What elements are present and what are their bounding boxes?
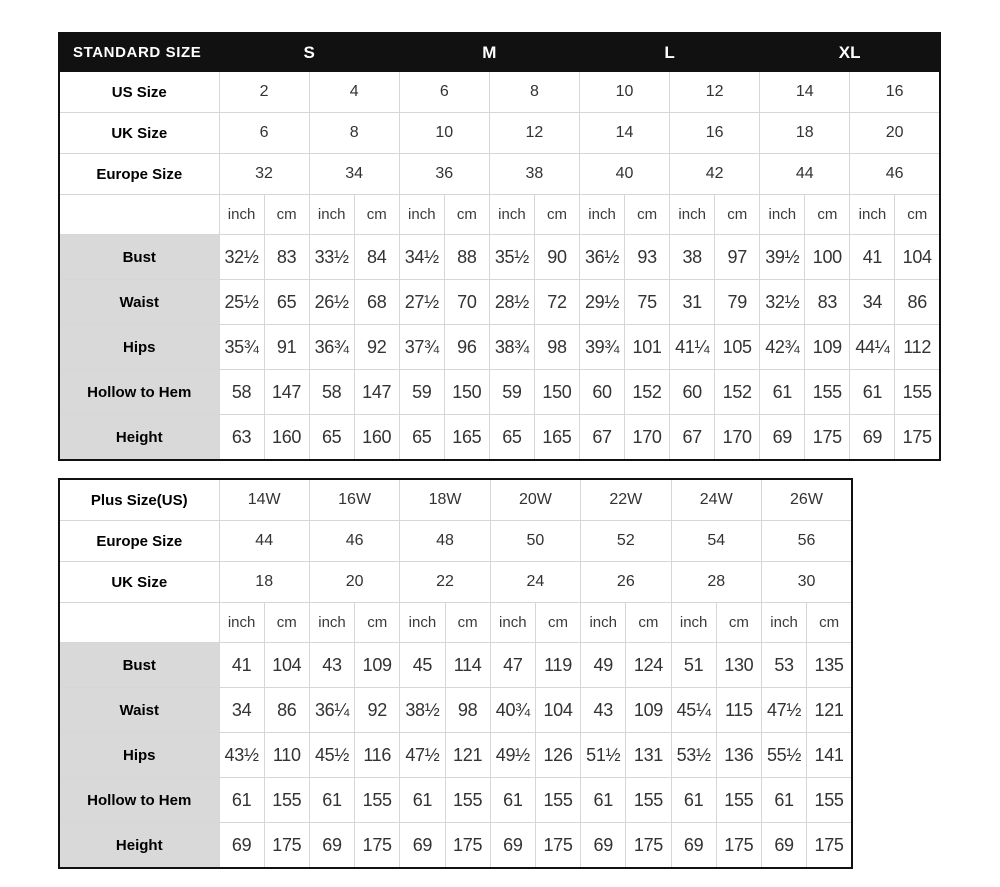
measurement-value: 61 bbox=[309, 778, 354, 823]
size-value: 24W bbox=[671, 479, 761, 521]
measurement-value: 101 bbox=[625, 325, 670, 370]
size-value: 2 bbox=[219, 72, 309, 113]
size-value: 34 bbox=[309, 154, 399, 195]
measurement-value: 160 bbox=[354, 415, 399, 461]
row-label: Hollow to Hem bbox=[59, 370, 219, 415]
size-value: 44 bbox=[760, 154, 850, 195]
measurement-value: 55½ bbox=[761, 733, 806, 778]
unit-row-spacer bbox=[59, 195, 219, 235]
measurement-value: 47 bbox=[490, 643, 535, 688]
size-group-xl: XL bbox=[760, 33, 940, 72]
measurement-value: 32½ bbox=[760, 280, 805, 325]
measurement-value: 69 bbox=[490, 823, 535, 869]
cm-unit-label: cm bbox=[626, 603, 671, 643]
inch-unit-label: inch bbox=[309, 195, 354, 235]
row-label: Bust bbox=[59, 235, 219, 280]
size-value: 10 bbox=[580, 72, 670, 113]
measurement-value: 84 bbox=[354, 235, 399, 280]
measurement-value: 47½ bbox=[400, 733, 445, 778]
measurement-value: 114 bbox=[445, 643, 490, 688]
size-value: 18 bbox=[219, 562, 309, 603]
size-value: 54 bbox=[671, 521, 761, 562]
row-label: Bust bbox=[59, 643, 219, 688]
measurement-value: 29½ bbox=[580, 280, 625, 325]
measurement-value: 69 bbox=[309, 823, 354, 869]
cm-unit-label: cm bbox=[807, 603, 852, 643]
measurement-value: 152 bbox=[625, 370, 670, 415]
measurement-value: 58 bbox=[219, 370, 264, 415]
size-row-europe-size bbox=[59, 154, 940, 195]
size-group-l: L bbox=[580, 33, 760, 72]
measurement-value: 38 bbox=[670, 235, 715, 280]
inch-unit-label: inch bbox=[399, 195, 444, 235]
measurement-value: 69 bbox=[850, 415, 895, 461]
measurement-value: 83 bbox=[264, 235, 309, 280]
measurement-value: 53 bbox=[761, 643, 806, 688]
size-value: 14 bbox=[760, 72, 850, 113]
size-value: 38 bbox=[489, 154, 579, 195]
size-value: 28 bbox=[671, 562, 761, 603]
inch-unit-label: inch bbox=[670, 195, 715, 235]
measurement-value: 155 bbox=[807, 778, 852, 823]
measurement-value: 130 bbox=[716, 643, 761, 688]
measurement-value: 155 bbox=[805, 370, 850, 415]
cm-unit-label: cm bbox=[264, 603, 309, 643]
measurement-value: 41 bbox=[219, 643, 264, 688]
size-value: 26 bbox=[581, 562, 671, 603]
measurement-value: 61 bbox=[490, 778, 535, 823]
measurement-value: 160 bbox=[264, 415, 309, 461]
measurement-value: 155 bbox=[445, 778, 490, 823]
measurement-value: 96 bbox=[444, 325, 489, 370]
measurement-value: 42¾ bbox=[760, 325, 805, 370]
measurement-value: 27½ bbox=[399, 280, 444, 325]
measurement-value: 69 bbox=[219, 823, 264, 869]
size-value: 36 bbox=[399, 154, 489, 195]
measurement-value: 60 bbox=[580, 370, 625, 415]
measurement-value: 61 bbox=[671, 778, 716, 823]
measurement-value: 175 bbox=[355, 823, 400, 869]
measurement-value: 97 bbox=[715, 235, 760, 280]
measurement-row-hollow-to-hem bbox=[59, 370, 940, 415]
measurement-value: 121 bbox=[445, 733, 490, 778]
measurement-value: 58 bbox=[309, 370, 354, 415]
measurement-value: 53½ bbox=[671, 733, 716, 778]
measurement-value: 109 bbox=[626, 688, 671, 733]
measurement-value: 26½ bbox=[309, 280, 354, 325]
measurement-value: 155 bbox=[535, 778, 580, 823]
measurement-value: 75 bbox=[625, 280, 670, 325]
size-value: 26W bbox=[761, 479, 852, 521]
measurement-value: 119 bbox=[535, 643, 580, 688]
measurement-row-height bbox=[59, 415, 940, 461]
measurement-value: 65 bbox=[489, 415, 534, 461]
measurement-value: 170 bbox=[625, 415, 670, 461]
inch-unit-label: inch bbox=[489, 195, 534, 235]
inch-unit-label: inch bbox=[760, 195, 805, 235]
measurement-value: 28½ bbox=[489, 280, 534, 325]
size-value: 18W bbox=[400, 479, 490, 521]
measurement-value: 61 bbox=[581, 778, 626, 823]
size-value: 30 bbox=[761, 562, 852, 603]
row-label: Europe Size bbox=[59, 154, 219, 195]
size-value: 46 bbox=[850, 154, 940, 195]
size-value: 8 bbox=[309, 113, 399, 154]
measurement-value: 155 bbox=[264, 778, 309, 823]
plus-size-table bbox=[58, 478, 853, 869]
unit-header-row bbox=[59, 195, 940, 235]
measurement-value: 65 bbox=[399, 415, 444, 461]
measurement-row-bust bbox=[59, 643, 852, 688]
inch-unit-label: inch bbox=[219, 195, 264, 235]
measurement-row-height bbox=[59, 823, 852, 869]
measurement-value: 175 bbox=[626, 823, 671, 869]
size-value: 50 bbox=[490, 521, 580, 562]
inch-unit-label: inch bbox=[490, 603, 535, 643]
measurement-value: 105 bbox=[715, 325, 760, 370]
size-value: 16 bbox=[670, 113, 760, 154]
row-label: Plus Size(US) bbox=[59, 479, 219, 521]
measurement-value: 39¾ bbox=[580, 325, 625, 370]
measurement-value: 45¼ bbox=[671, 688, 716, 733]
cm-unit-label: cm bbox=[264, 195, 309, 235]
size-row-europe-size bbox=[59, 521, 852, 562]
measurement-value: 92 bbox=[355, 688, 400, 733]
measurement-value: 98 bbox=[534, 325, 579, 370]
measurement-value: 175 bbox=[807, 823, 852, 869]
size-value: 42 bbox=[670, 154, 760, 195]
measurement-value: 41¼ bbox=[670, 325, 715, 370]
measurement-value: 51½ bbox=[581, 733, 626, 778]
measurement-row-hips bbox=[59, 325, 940, 370]
inch-unit-label: inch bbox=[219, 603, 264, 643]
inch-unit-label: inch bbox=[400, 603, 445, 643]
row-label: UK Size bbox=[59, 562, 219, 603]
standard-header-row bbox=[59, 33, 940, 72]
measurement-value: 147 bbox=[264, 370, 309, 415]
measurement-value: 155 bbox=[626, 778, 671, 823]
size-value: 48 bbox=[400, 521, 490, 562]
measurement-value: 33½ bbox=[309, 235, 354, 280]
measurement-value: 165 bbox=[534, 415, 579, 461]
measurement-value: 175 bbox=[805, 415, 850, 461]
inch-unit-label: inch bbox=[580, 195, 625, 235]
measurement-value: 39½ bbox=[760, 235, 805, 280]
size-value: 6 bbox=[219, 113, 309, 154]
measurement-value: 92 bbox=[354, 325, 399, 370]
size-group-s: S bbox=[219, 33, 399, 72]
measurement-value: 61 bbox=[219, 778, 264, 823]
inch-unit-label: inch bbox=[581, 603, 626, 643]
cm-unit-label: cm bbox=[805, 195, 850, 235]
size-value: 20W bbox=[490, 479, 580, 521]
measurement-value: 112 bbox=[895, 325, 940, 370]
measurement-value: 170 bbox=[715, 415, 760, 461]
size-row-plus-size-us bbox=[59, 479, 852, 521]
measurement-value: 69 bbox=[761, 823, 806, 869]
size-value: 22W bbox=[581, 479, 671, 521]
unit-header-row bbox=[59, 603, 852, 643]
row-label: Hollow to Hem bbox=[59, 778, 219, 823]
measurement-value: 41 bbox=[850, 235, 895, 280]
measurement-value: 25½ bbox=[219, 280, 264, 325]
measurement-value: 79 bbox=[715, 280, 760, 325]
row-label: Waist bbox=[59, 688, 219, 733]
measurement-value: 68 bbox=[354, 280, 399, 325]
measurement-value: 59 bbox=[399, 370, 444, 415]
measurement-value: 131 bbox=[626, 733, 671, 778]
measurement-value: 59 bbox=[489, 370, 534, 415]
measurement-value: 104 bbox=[895, 235, 940, 280]
measurement-value: 49 bbox=[581, 643, 626, 688]
measurement-value: 61 bbox=[760, 370, 805, 415]
measurement-value: 175 bbox=[716, 823, 761, 869]
size-value: 20 bbox=[850, 113, 940, 154]
measurement-value: 91 bbox=[264, 325, 309, 370]
measurement-value: 72 bbox=[534, 280, 579, 325]
inch-unit-label: inch bbox=[850, 195, 895, 235]
size-value: 10 bbox=[399, 113, 489, 154]
measurement-value: 31 bbox=[670, 280, 715, 325]
measurement-value: 135 bbox=[807, 643, 852, 688]
measurement-value: 35¾ bbox=[219, 325, 264, 370]
measurement-value: 150 bbox=[534, 370, 579, 415]
row-label: Height bbox=[59, 823, 219, 869]
size-value: 40 bbox=[580, 154, 670, 195]
measurement-row-hollow-to-hem bbox=[59, 778, 852, 823]
size-value: 32 bbox=[219, 154, 309, 195]
measurement-value: 69 bbox=[581, 823, 626, 869]
inch-unit-label: inch bbox=[309, 603, 354, 643]
measurement-value: 45 bbox=[400, 643, 445, 688]
cm-unit-label: cm bbox=[625, 195, 670, 235]
measurement-value: 34 bbox=[219, 688, 264, 733]
measurement-value: 104 bbox=[535, 688, 580, 733]
inch-unit-label: inch bbox=[671, 603, 716, 643]
measurement-value: 110 bbox=[264, 733, 309, 778]
measurement-value: 175 bbox=[535, 823, 580, 869]
measurement-value: 98 bbox=[445, 688, 490, 733]
measurement-value: 155 bbox=[895, 370, 940, 415]
measurement-value: 32½ bbox=[219, 235, 264, 280]
measurement-value: 86 bbox=[264, 688, 309, 733]
size-value: 16 bbox=[850, 72, 940, 113]
measurement-value: 61 bbox=[400, 778, 445, 823]
row-label: UK Size bbox=[59, 113, 219, 154]
unit-row-spacer bbox=[59, 603, 219, 643]
measurement-value: 121 bbox=[807, 688, 852, 733]
measurement-row-waist bbox=[59, 688, 852, 733]
size-value: 24 bbox=[490, 562, 580, 603]
row-label: Hips bbox=[59, 325, 219, 370]
cm-unit-label: cm bbox=[715, 195, 760, 235]
measurement-value: 104 bbox=[264, 643, 309, 688]
measurement-value: 175 bbox=[895, 415, 940, 461]
measurement-value: 150 bbox=[444, 370, 489, 415]
size-value: 4 bbox=[309, 72, 399, 113]
measurement-value: 88 bbox=[444, 235, 489, 280]
cm-unit-label: cm bbox=[716, 603, 761, 643]
measurement-value: 65 bbox=[309, 415, 354, 461]
measurement-value: 65 bbox=[264, 280, 309, 325]
measurement-row-bust bbox=[59, 235, 940, 280]
size-value: 52 bbox=[581, 521, 671, 562]
measurement-value: 43 bbox=[581, 688, 626, 733]
size-row-uk-size bbox=[59, 562, 852, 603]
measurement-value: 155 bbox=[716, 778, 761, 823]
cm-unit-label: cm bbox=[444, 195, 489, 235]
size-group-m: M bbox=[399, 33, 579, 72]
size-value: 22 bbox=[400, 562, 490, 603]
measurement-value: 36¼ bbox=[309, 688, 354, 733]
size-row-us-size bbox=[59, 72, 940, 113]
measurement-value: 155 bbox=[355, 778, 400, 823]
measurement-value: 147 bbox=[354, 370, 399, 415]
measurement-value: 116 bbox=[355, 733, 400, 778]
cm-unit-label: cm bbox=[445, 603, 490, 643]
size-row-uk-size bbox=[59, 113, 940, 154]
measurement-value: 86 bbox=[895, 280, 940, 325]
row-label: Hips bbox=[59, 733, 219, 778]
measurement-value: 69 bbox=[760, 415, 805, 461]
measurement-value: 51 bbox=[671, 643, 716, 688]
measurement-value: 49½ bbox=[490, 733, 535, 778]
measurement-value: 38¾ bbox=[489, 325, 534, 370]
measurement-value: 70 bbox=[444, 280, 489, 325]
measurement-value: 83 bbox=[805, 280, 850, 325]
measurement-value: 67 bbox=[670, 415, 715, 461]
measurement-value: 43½ bbox=[219, 733, 264, 778]
measurement-value: 115 bbox=[716, 688, 761, 733]
size-value: 18 bbox=[760, 113, 850, 154]
measurement-value: 35½ bbox=[489, 235, 534, 280]
measurement-value: 69 bbox=[400, 823, 445, 869]
measurement-value: 90 bbox=[534, 235, 579, 280]
size-value: 44 bbox=[219, 521, 309, 562]
measurement-value: 61 bbox=[850, 370, 895, 415]
measurement-value: 36½ bbox=[580, 235, 625, 280]
cm-unit-label: cm bbox=[535, 603, 580, 643]
measurement-value: 109 bbox=[805, 325, 850, 370]
size-value: 16W bbox=[309, 479, 399, 521]
measurement-value: 63 bbox=[219, 415, 264, 461]
size-value: 20 bbox=[309, 562, 399, 603]
measurement-value: 109 bbox=[355, 643, 400, 688]
measurement-value: 165 bbox=[444, 415, 489, 461]
row-label: Height bbox=[59, 415, 219, 461]
size-value: 12 bbox=[489, 113, 579, 154]
measurement-value: 124 bbox=[626, 643, 671, 688]
measurement-value: 136 bbox=[716, 733, 761, 778]
row-label: Waist bbox=[59, 280, 219, 325]
cm-unit-label: cm bbox=[895, 195, 940, 235]
size-value: 14 bbox=[580, 113, 670, 154]
standard-size-title: STANDARD SIZE bbox=[59, 33, 219, 72]
measurement-value: 67 bbox=[580, 415, 625, 461]
size-value: 12 bbox=[670, 72, 760, 113]
measurement-value: 100 bbox=[805, 235, 850, 280]
measurement-row-waist bbox=[59, 280, 940, 325]
measurement-value: 93 bbox=[625, 235, 670, 280]
standard-size-table bbox=[58, 32, 941, 461]
measurement-row-hips bbox=[59, 733, 852, 778]
size-value: 46 bbox=[309, 521, 399, 562]
measurement-value: 69 bbox=[671, 823, 716, 869]
size-value: 14W bbox=[219, 479, 309, 521]
measurement-value: 175 bbox=[264, 823, 309, 869]
measurement-value: 34½ bbox=[399, 235, 444, 280]
measurement-value: 40¾ bbox=[490, 688, 535, 733]
measurement-value: 47½ bbox=[761, 688, 806, 733]
row-label: Europe Size bbox=[59, 521, 219, 562]
size-value: 8 bbox=[489, 72, 579, 113]
measurement-value: 44¼ bbox=[850, 325, 895, 370]
size-value: 56 bbox=[761, 521, 852, 562]
cm-unit-label: cm bbox=[534, 195, 579, 235]
measurement-value: 37¾ bbox=[399, 325, 444, 370]
measurement-value: 175 bbox=[445, 823, 490, 869]
measurement-value: 34 bbox=[850, 280, 895, 325]
measurement-value: 126 bbox=[535, 733, 580, 778]
measurement-value: 43 bbox=[309, 643, 354, 688]
measurement-value: 152 bbox=[715, 370, 760, 415]
inch-unit-label: inch bbox=[761, 603, 806, 643]
measurement-value: 38½ bbox=[400, 688, 445, 733]
measurement-value: 61 bbox=[761, 778, 806, 823]
cm-unit-label: cm bbox=[355, 603, 400, 643]
measurement-value: 60 bbox=[670, 370, 715, 415]
measurement-value: 36¾ bbox=[309, 325, 354, 370]
measurement-value: 141 bbox=[807, 733, 852, 778]
cm-unit-label: cm bbox=[354, 195, 399, 235]
size-value: 6 bbox=[399, 72, 489, 113]
row-label: US Size bbox=[59, 72, 219, 113]
measurement-value: 45½ bbox=[309, 733, 354, 778]
